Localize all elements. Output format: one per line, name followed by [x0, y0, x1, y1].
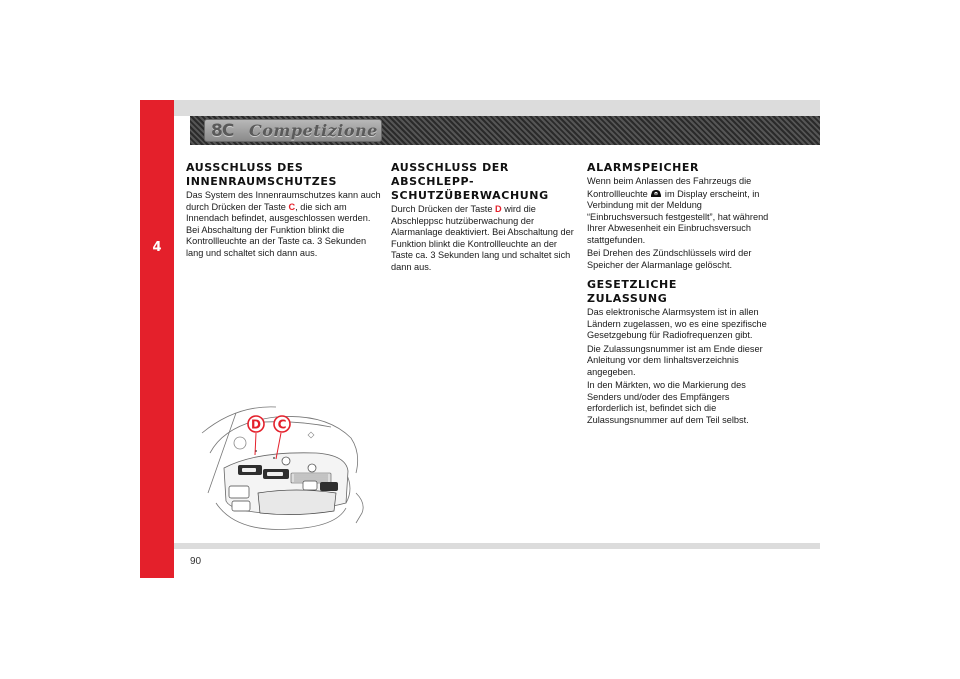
callout-c — [274, 416, 290, 459]
heading-line-1: AUSSCHLUSS DER — [391, 161, 509, 174]
key-d-ref: D — [495, 204, 502, 214]
column-abschleppschutz — [391, 162, 581, 275]
logo-competizione: Competizione — [249, 121, 378, 140]
column-alarmspeicher — [587, 162, 772, 428]
paragraph — [391, 204, 581, 273]
paragraph: Die Zulassungsnummer ist am Ende dieser Anleitung vor dem Iinhaltsverzeichnis angegeben. — [587, 343, 763, 377]
heading-line-2: ABSCHLEPP- — [391, 175, 475, 188]
callout-d — [248, 416, 264, 455]
text: im Display erscheint, in Verbindung mit der Meldung “Einbruchsversuch festgestellt”, hat während Ihrer Abwesenheit ein Einbruchsversuch stattgefunden. — [587, 188, 769, 245]
header-bar — [190, 116, 820, 145]
paragraph: Das elektronische Alarmsystem ist in allen Ländern zugelassen, wo es eine spezifische Gesetzgebung für Radiofrequenzen gibt. — [587, 307, 767, 340]
text: Das System des Innenraumschutzes kann auch durch Drücken der Taste — [186, 190, 381, 212]
heading-line-2: INNENRAUMSCHUTZES — [186, 175, 337, 188]
text: Wenn beim Anlassen des Fahrzeugs die Kontrollleuchte — [587, 176, 752, 199]
roof-console-figure — [196, 393, 376, 533]
heading-line-3: SCHUTZÜBERWACHUNG — [391, 189, 549, 202]
bottom-rule — [174, 543, 820, 549]
chapter-tab — [140, 100, 174, 578]
text: Durch Drücken der Taste — [391, 204, 495, 214]
text: wird die Abschleppsc hutzüberwachung der Alarmanlage deaktiviert. Bei Abschaltung der Funktion blinkt die Kontrollleuchte an der Taste ca. 3 Sekunden lang und schaltet sich dann aus. — [391, 204, 574, 272]
column-innenraumschutz — [186, 162, 386, 261]
paragraph — [186, 190, 386, 259]
heading-line-2: ZULASSUNG — [587, 292, 668, 305]
text: , die sich am Innendach befindet, ausgeschlossen werden. Bei Abschaltung der Funktion blinkt die Kontrollleuchte an der Taste ca. 3 Sekunden lang und schaltet sich dann aus. — [186, 201, 371, 258]
label-c: C — [277, 417, 287, 432]
key-c-ref: C — [288, 201, 296, 212]
car-alarm-icon — [650, 188, 662, 198]
logo-8c: 8C — [211, 121, 234, 141]
heading-line-1: GESETZLICHE — [587, 278, 677, 291]
paragraph: In den Märkten, wo die Markierung des Senders und/oder des Empfängers erforderlich ist, befindet sich die Zulassungsnummer auf dem Teil selbst. — [587, 380, 749, 425]
paragraph — [587, 176, 772, 246]
label-d: D — [251, 417, 261, 432]
brand-logo — [204, 119, 382, 142]
heading-alarmspeicher: ALARMSPEICHER — [587, 161, 700, 174]
console-body — [224, 432, 348, 515]
page-number: 90 — [190, 556, 202, 567]
chapter-number: 4 — [152, 240, 162, 255]
top-rule — [174, 100, 820, 116]
heading-line-1: AUSSCHLUSS DES — [186, 161, 304, 174]
paragraph: Bei Drehen des Zündschlüssels wird der Speicher der Alarmanlage gelöscht. — [587, 248, 752, 270]
